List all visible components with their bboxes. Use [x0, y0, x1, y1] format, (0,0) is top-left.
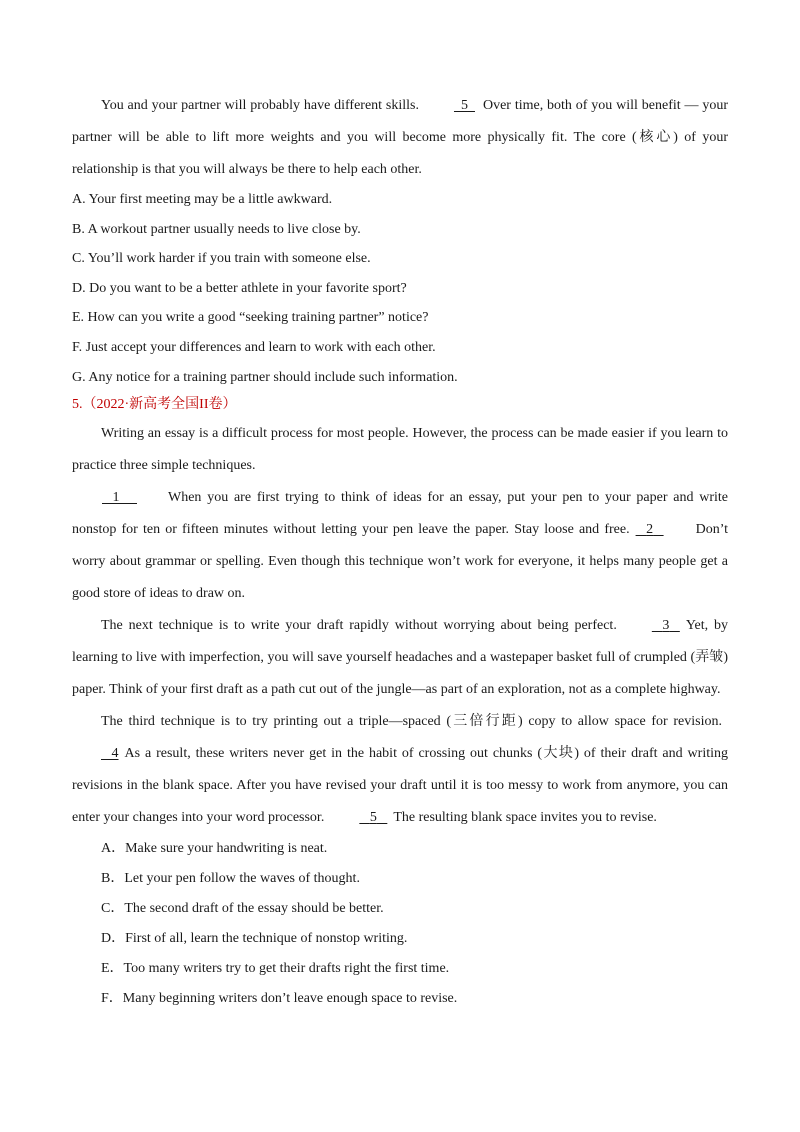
option-e: E. How can you write a good “seeking training partner” notice? [72, 310, 429, 326]
option-c: C．The second draft of the essay should be better. [101, 901, 384, 917]
option-d: D．First of all, learn the technique of nonstop writing. [101, 931, 408, 947]
option-a: A. Your first meeting may be a little awkward. [72, 192, 333, 207]
paragraph-text: Yet, by learning to live with imperfection, you will save yourself headaches and a wastepaper basket full of crumpled (弄皱) paper. Think of your first draft as a path cut out of the jungle—as part of an exploration, not as a complete highway. [72, 618, 728, 698]
paragraph-text: The next technique is to write your draft rapidly without worrying about being perfect. [101, 618, 617, 634]
option-a: A．Make sure your handwriting is neat. [101, 841, 328, 857]
paragraph-text: When you are first trying to think of ideas for an essay, put your pen to your paper and write nonstop for ten or fifteen minutes without letting your pen leave the paper. Stay loose and free. [72, 490, 728, 538]
option-c: C. You’ll work harder if you train with someone else. [72, 251, 371, 267]
paragraph-text: Don’t worry about grammar or spelling. Even though this technique won’t work for everyone, it helps many people get a good store of ideas to draw on. [72, 522, 728, 602]
answer-blank-3: 3 [662, 618, 670, 634]
answer-blank-5: 5 [460, 98, 468, 113]
question-heading: 5.（2022·新高考全国II卷） [72, 397, 237, 413]
document-page [72, 90, 728, 1014]
section4-closing-paragraph [72, 90, 728, 186]
answer-blank-5b: 5 [369, 810, 377, 826]
option-f: F．Many beginning writers don’t leave enough space to revise. [101, 991, 458, 1007]
paragraph-technique-3 [72, 706, 728, 834]
section4-options [72, 185, 728, 392]
paragraph-text: Over time, both of you will benefit — your partner will be able to lift more weights and you will become more physically fit. The core (核心) of your relationship is that you will always be there to help each other. [72, 98, 728, 177]
paragraph-technique-1 [72, 482, 728, 610]
paragraph-technique-2 [72, 610, 728, 706]
option-f: F. Just accept your differences and learn to work with each other. [72, 339, 436, 355]
answer-blank-1: 1 [112, 490, 120, 506]
option-e: E．Too many writers try to get their drafts right the first time. [101, 961, 450, 977]
paragraph-text: You and your partner will probably have different skills. [101, 98, 419, 113]
section5-options [72, 834, 728, 1014]
paragraph-text: As a result, these writers never get in the habit of crossing out chunks (大块) of their draft and writing revisions in the blank space. After you have revised your draft until it is too messy to work from anymore, you can enter your changes into your word processor. [72, 746, 728, 826]
paragraph-text: The third technique is to try printing out a triple—spaced (三倍行距) copy to allow space for revision. [101, 714, 722, 730]
option-b: B. A workout partner usually needs to live close by. [72, 221, 361, 237]
option-d: D. Do you want to be a better athlete in your favorite sport? [72, 280, 407, 296]
option-b: B．Let your pen follow the waves of thought. [101, 871, 360, 887]
option-g: G. Any notice for a training partner should include such information. [72, 369, 458, 385]
answer-blank-2: 2 [646, 522, 654, 538]
answer-blank-4: 4 [111, 746, 119, 762]
intro-paragraph: Writing an essay is a difficult process for most people. However, the process can be made easier if you learn to practice three simple techniques. [72, 426, 728, 474]
paragraph-text: The resulting blank space invites you to revise. [393, 810, 657, 826]
